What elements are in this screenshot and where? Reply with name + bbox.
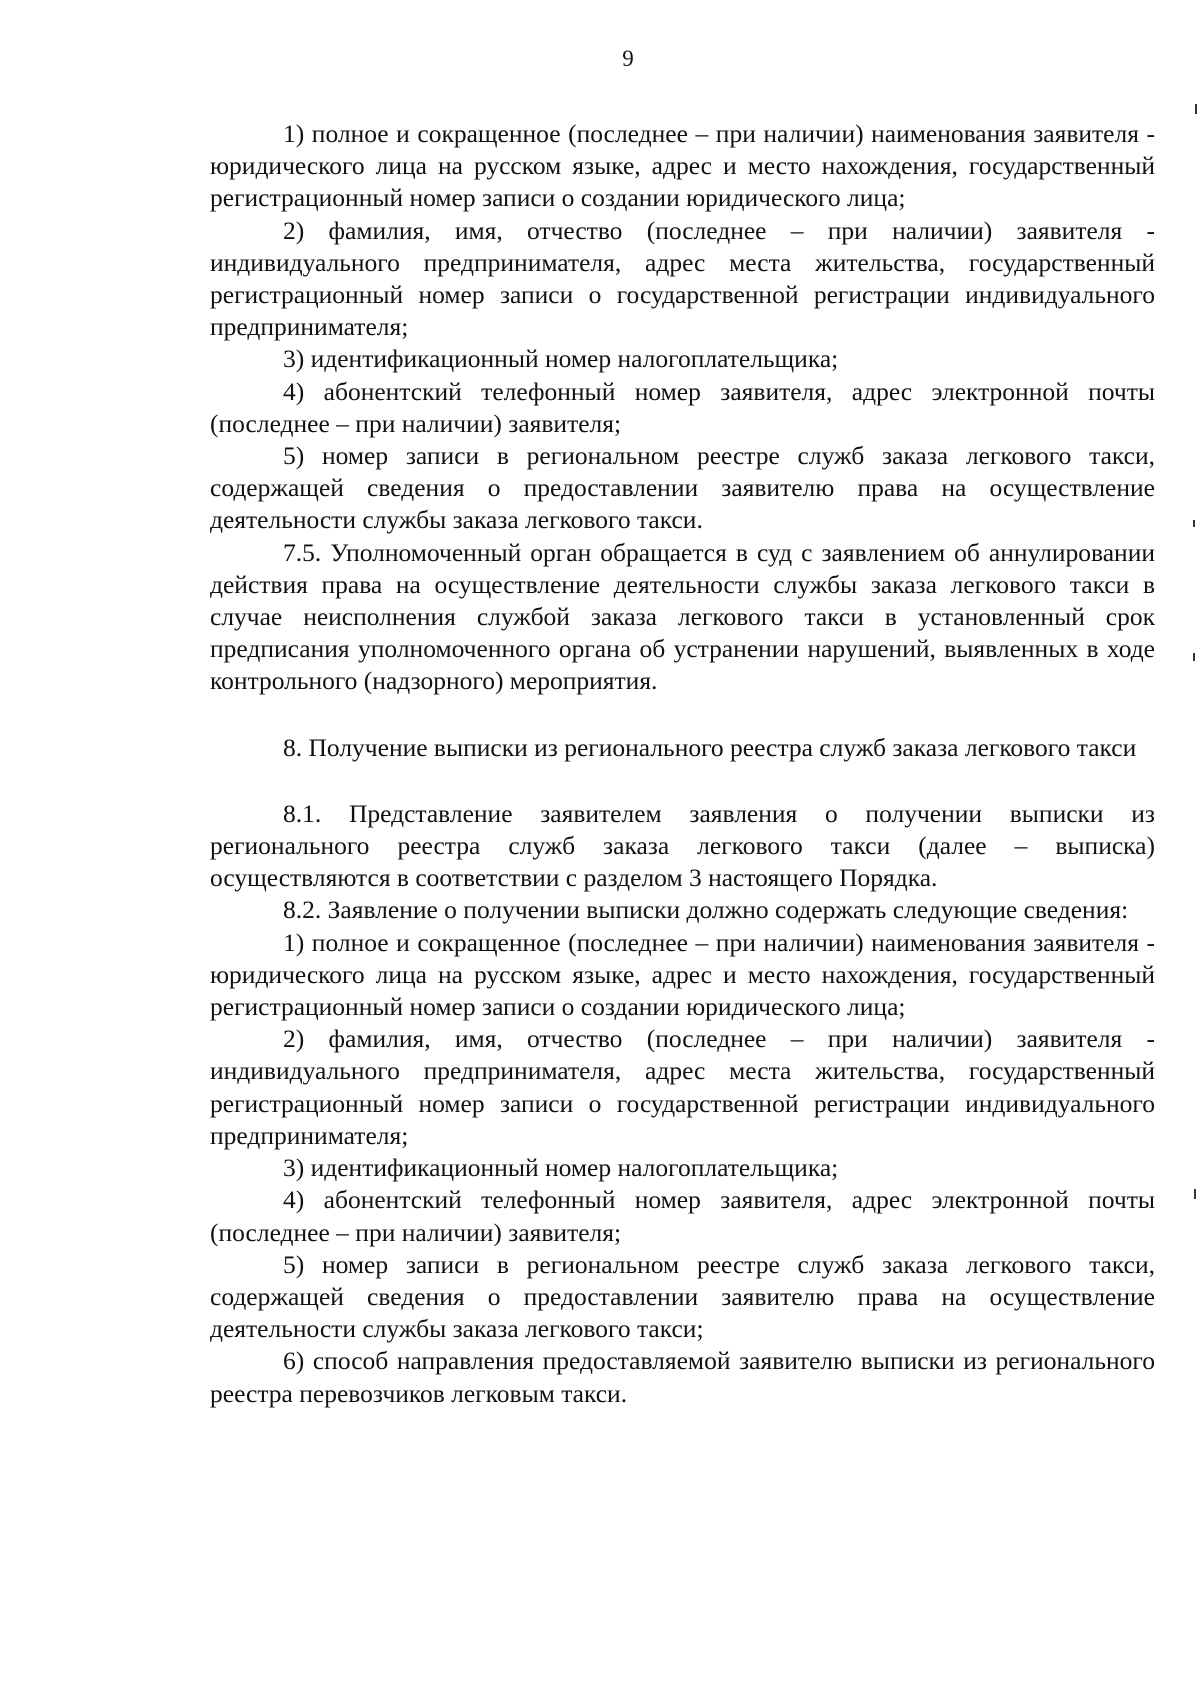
paragraph-8-2-3-tax-id: 3) идентификационный номер налогоплательщика; — [283, 1153, 839, 1183]
paragraph-8-2-1-legal-entity-name: 1) полное и сокращенное (последнее – при наличии) наименования заявителя - юридического лица на русском языке, адрес и место нахождения, государственный регистрационный номер записи о создании юридического лица; — [210, 927, 1155, 1022]
paragraph-8-2-6-delivery-method: 6) способ направления предоставляемой заявителю выписки из регионального реестра перевозчиков легковым такси. — [210, 1346, 1155, 1408]
paragraph-8-2-4-contacts: 4) абонентский телефонный номер заявителя, адрес электронной почты (последнее – при наличии) заявителя; — [210, 1185, 1155, 1247]
scan-speck — [1195, 104, 1197, 114]
paragraph-5-registry-record: 5) номер записи в региональном реестре служб заказа легкового такси, содержащей сведения о предоставлении заявителю права на осуществление деятельности службы заказа легкового такси. — [210, 441, 1155, 535]
paragraph-8-2-2-entrepreneur-name: 2) фамилия, имя, отчество (последнее – при наличии) заявителя - индивидуального предпринимателя, адрес места жительства, государственный регистрационный номер записи о государственной регистрации индивидуального предпринимателя; — [210, 1024, 1155, 1150]
section-8-heading: 8. Получение выписки из регионального реестра служб заказа легкового такси — [283, 732, 1137, 762]
paragraph-4-contacts: 4) абонентский телефонный номер заявителя, адрес электронной почты (последнее – при наличии) заявителя; — [210, 376, 1155, 438]
scan-speck — [1193, 653, 1195, 661]
scan-speck — [1193, 520, 1195, 527]
document-body — [210, 118, 1155, 1410]
paragraph-8-1-application: 8.1. Представление заявителем заявления о получении выписки из регионального реестра служб заказа легкового такси (далее – выписка) осуществляются в соответствии с разделом 3 настоящего Порядка. — [210, 798, 1155, 893]
paragraph-3-tax-id: 3) идентификационный номер налогоплательщика; — [283, 344, 839, 374]
paragraph-7-5-court-appeal: 7.5. Уполномоченный орган обращается в суд с заявлением об аннулировании действия права на осуществление деятельности службы заказа легкового такси в случае неисполнения службой заказа легкового такси в установленный срок предписания уполномоченного органа об устранении нарушений, выявленных в ходе контрольного (надзорного) мероприятия. — [210, 537, 1155, 696]
paragraph-8-2-contents: 8.2. Заявление о получении выписки должно содержать следующие сведения: — [283, 895, 1129, 925]
paragraph-2-entrepreneur-name: 2) фамилия, имя, отчество (последнее – при наличии) заявителя - индивидуального предпринимателя, адрес места жительства, государственный регистрационный номер записи о государственной регистрации индивидуального предпринимателя; — [210, 215, 1155, 342]
paragraph-1-legal-entity-name: 1) полное и сокращенное (последнее – при наличии) наименования заявителя - юридического лица на русском языке, адрес и место нахождения, государственный регистрационный номер записи о создании юридического лица; — [210, 119, 1155, 213]
scan-speck — [1194, 1189, 1196, 1199]
paragraph-8-2-5-registry-record: 5) номер записи в региональном реестре служб заказа легкового такси, содержащей сведения о предоставлении заявителю права на осуществление деятельности службы заказа легкового такси; — [210, 1249, 1155, 1344]
page-number: 9 — [622, 46, 634, 71]
